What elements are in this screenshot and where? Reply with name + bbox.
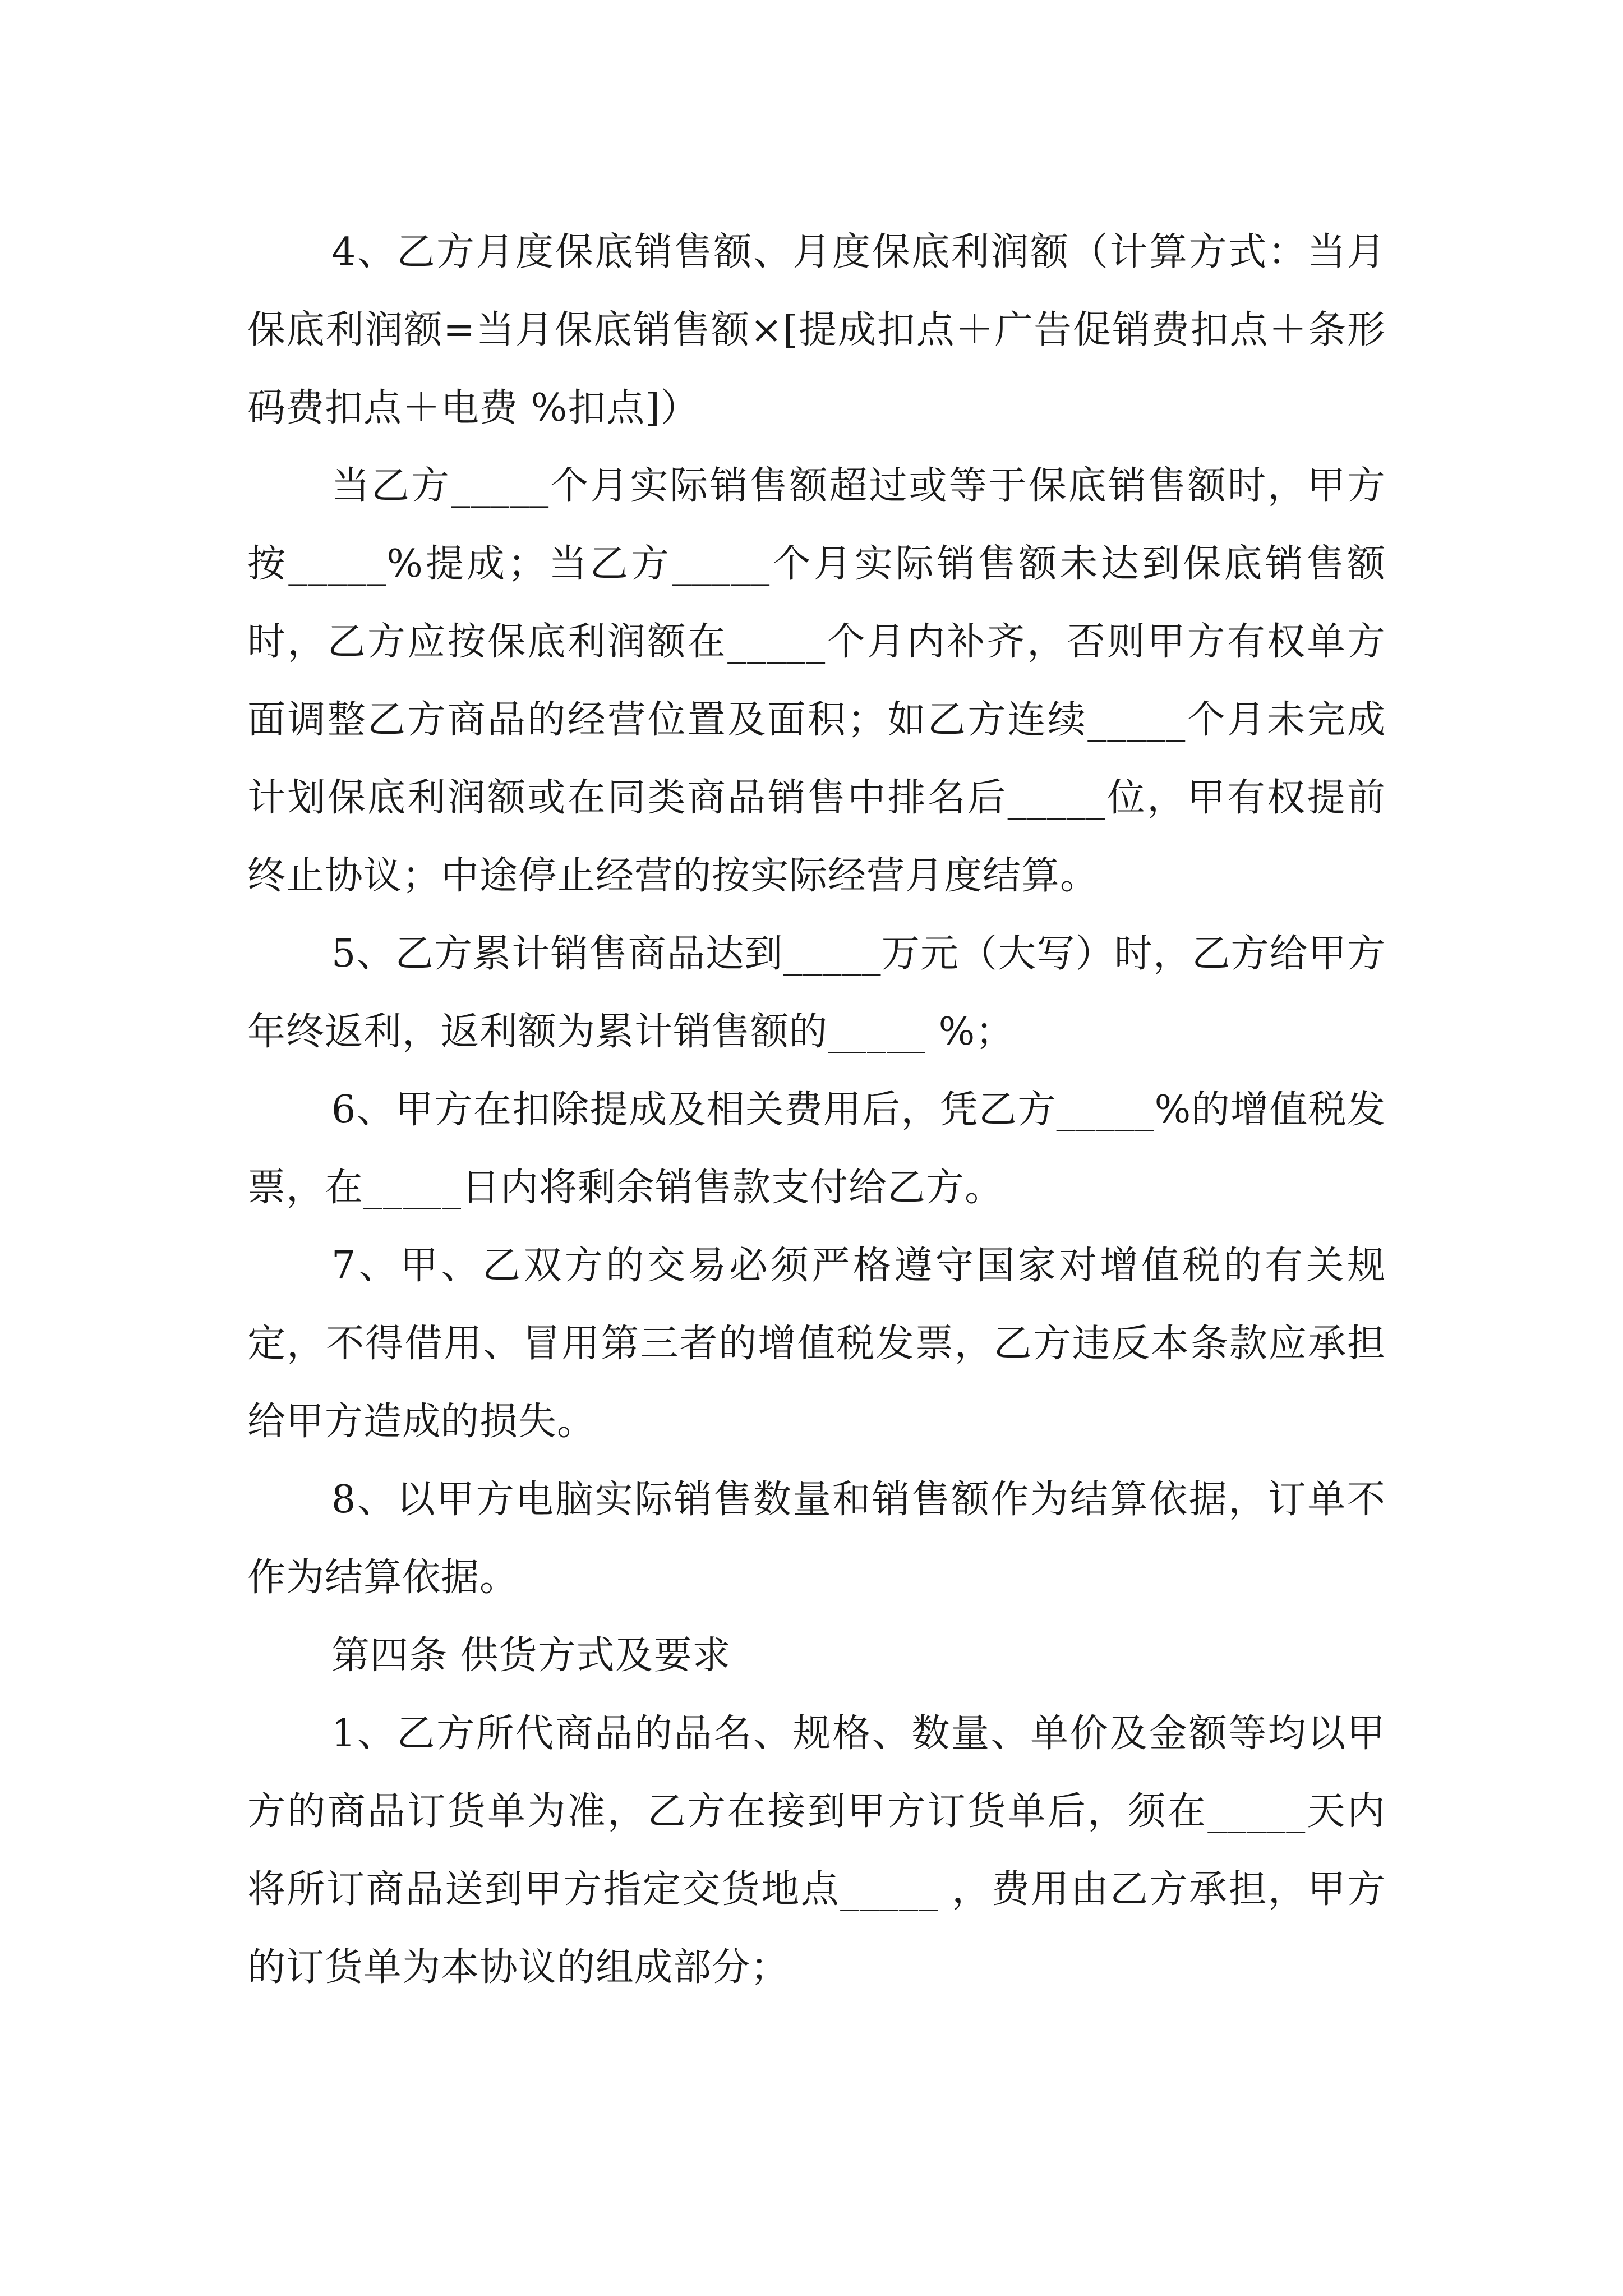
section-heading-article-4: 第四条 供货方式及要求: [331, 1634, 731, 1678]
paragraph-clause-5: 5、乙方累计销售商品达到_____万元（大写）时，乙方给甲方年终返利，返利额为累计销售额的_____ %；: [247, 932, 1386, 1054]
paragraph-guarantee-terms: 当乙方_____个月实际销售额超过或等于保底销售额时，甲方按_____%提成；当乙方_____个月实际销售额未达到保底销售额时，乙方应按保底利润额在_____个月内补齐，否则甲方有权单方面调整乙方商品的经营位置及面积；如乙方连续_____个月未完成计划保底利润额或在同类商品销售中排名后_____位，甲有权提前终止协议；中途停止经营的按实际经营月度结算。: [247, 464, 1386, 898]
contract-body: [247, 213, 1386, 2007]
paragraph-clause-7: 7、甲、乙双方的交易必须严格遵守国家对增值税的有关规定，不得借用、冒用第三者的增值税发票，乙方违反本条款应承担给甲方造成的损失。: [247, 1244, 1386, 1444]
paragraph-clause-8: 8、以甲方电脑实际销售数量和销售额作为结算依据，订单不作为结算依据。: [247, 1478, 1386, 1600]
paragraph-clause-6: 6、甲方在扣除提成及相关费用后，凭乙方_____%的增值税发票，在_____日内将剩余销售款支付给乙方。: [247, 1088, 1386, 1210]
paragraph-supply-clause-1: 1、乙方所代商品的品名、规格、数量、单价及金额等均以甲方的商品订货单为准，乙方在接到甲方订货单后，须在_____天内将所订商品送到甲方指定交货地点_____ ，费用由乙方承担，甲方的订货单为本协议的组成部分；: [247, 1711, 1386, 1990]
paragraph-clause-4: 4、乙方月度保底销售额、月度保底利润额（计算方式：当月保底利润额=当月保底销售额×[提成扣点＋广告促销费扣点＋条形码费扣点＋电费 %扣点]）: [247, 230, 1386, 430]
